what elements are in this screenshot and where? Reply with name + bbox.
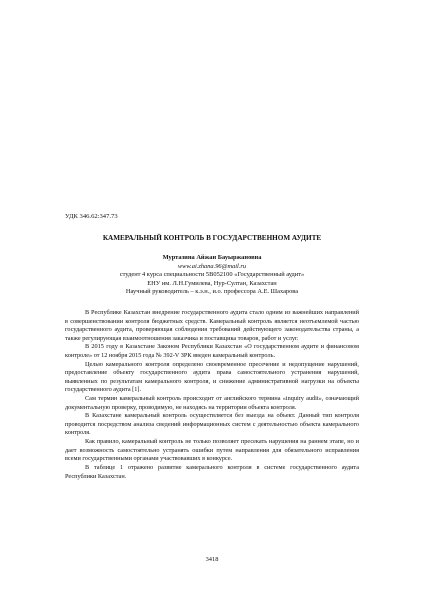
page-number: 3418	[205, 556, 219, 563]
author-affiliation: ЕНУ им. Л.Н.Гумилева, Нур-Султан, Казахстан	[147, 279, 277, 287]
article-title: КАМЕРАЛЬНЫЙ КОНТРОЛЬ В ГОСУДАРСТВЕННОМ АУДИТЕ	[102, 234, 322, 242]
paragraph: Как правило, камеральный контроль не только позволяет пресекать нарушения на раннем этапе, но и дает возможность самостоятельно устранять ошибки путем направления для обязательного исправления всеми государственными органами участвовавших в конкурсе.	[65, 438, 359, 463]
paragraph: В Республике Казахстан внедрение государственного аудита стало одним из важнейших направлений в совершенствовании контроля бюджетных средств. Камеральный контроль является неотъемлемой частью государственного аудита, проверяющая соблюдения требований действующего законодательства страны, а также регулирующая взаимоотношения заказчика и поставщика товаров, работ и услуг.	[65, 309, 359, 342]
udk-code: УДК 346.62:347.73	[65, 213, 118, 220]
supervisor: Научный руководитель – к.э.н., и.о. профессора А.Е. Шахарова	[125, 288, 299, 296]
paragraph: Целью камерального контроля определено своевременное пресечение и недопущение нарушений, предоставление объекту государственного аудита права самостоятельного устранения нарушений, выявленных по результатам камерального контроля, и снижение административной нагрузки на объекты государственного аудита [1].	[65, 360, 359, 394]
author-name: Муртазина Айжан Бауыржановна	[162, 254, 262, 261]
author-block	[65, 254, 359, 297]
paragraph: В Казахстане камеральный контроль осуществляется без выезда на объект. Данный тип контроля проводится посредством анализа сведений информационных систем с деятельностью объекта камерального контроля.	[65, 412, 359, 437]
paragraph: Сам термин камеральный контроль происходит от английского термина «inquiry audit», означающий документальную проверку, проводимую, не находясь на территории объекта контроля.	[65, 395, 359, 411]
author-status: студент 4 курса специальности 5В052100 «Государственный аудит»	[119, 271, 305, 279]
paragraph: В таблице 1 отражено развитие камерального контроля в системе государственного аудита Республики Казахстан.	[65, 463, 359, 480]
article-body	[65, 309, 359, 481]
author-email[interactable]: www.ai.zhana.96@mail.ru	[177, 262, 247, 270]
paragraph: В 2015 году в Казахстане Законом Республики Казахстан «О государственном аудите и финансовом контроле» от 12 ноября 2015 года № 392-V ЗРК введен камеральный контроль.	[65, 343, 359, 359]
